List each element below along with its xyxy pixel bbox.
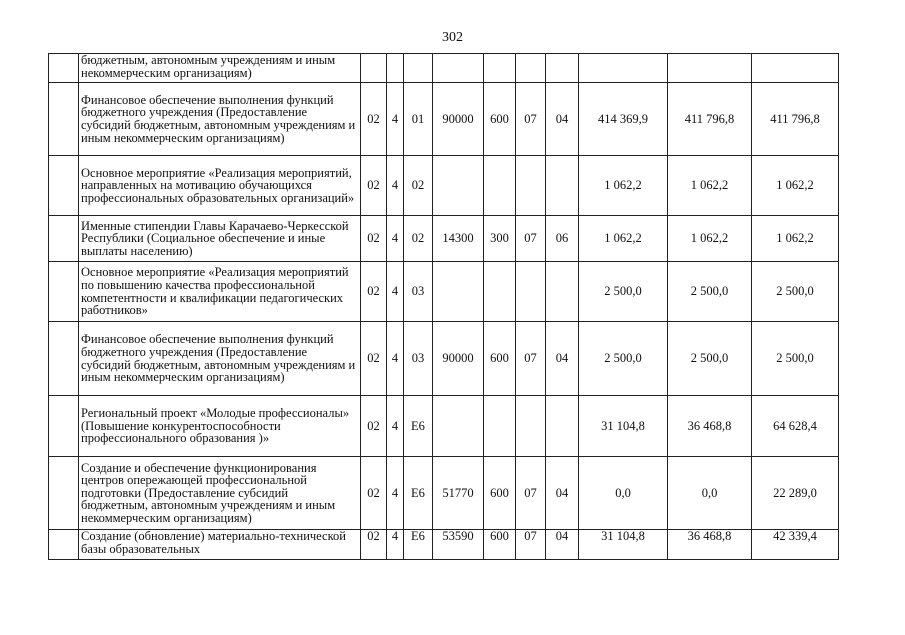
code-subdivision bbox=[546, 262, 579, 322]
code-subdivision bbox=[546, 54, 579, 83]
amount-year-2: 2 500,0 bbox=[668, 322, 752, 396]
code-expense-type bbox=[484, 262, 516, 322]
row-description: Именные стипендии Главы Карачаево-Черкесской Республики (Социальное обеспечение и иные выплаты населению) bbox=[79, 216, 361, 262]
code-division: 07 bbox=[516, 457, 546, 530]
code-division: 07 bbox=[516, 322, 546, 396]
row-description: Финансовое обеспечение выполнения функций бюджетного учреждения (Предоставление субсидий бюджетным, автономным учреждениям и иным некоммерческим организациям) bbox=[79, 322, 361, 396]
row-description: Создание (обновление) материально-технической базы образовательных bbox=[79, 530, 361, 560]
code-program: 4 bbox=[387, 396, 404, 457]
code-expense-type bbox=[484, 156, 516, 216]
code-direction: 14300 bbox=[433, 216, 484, 262]
amount-year-2 bbox=[668, 54, 752, 83]
amount-year-1 bbox=[579, 54, 668, 83]
amount-year-1: 31 104,8 bbox=[579, 530, 668, 560]
code-expense-type: 600 bbox=[484, 322, 516, 396]
code-subprogram: 02 bbox=[404, 156, 433, 216]
row-description: Региональный проект «Молодые профессионалы» (Повышение конкурентоспособности профессионального образования )» bbox=[79, 396, 361, 457]
amount-year-1: 2 500,0 bbox=[579, 262, 668, 322]
amount-year-2: 1 062,2 bbox=[668, 216, 752, 262]
code-direction bbox=[433, 262, 484, 322]
table-row bbox=[49, 396, 839, 457]
code-division bbox=[516, 156, 546, 216]
code-subprogram: Е6 bbox=[404, 457, 433, 530]
amount-year-2: 2 500,0 bbox=[668, 262, 752, 322]
code-subprogram: 01 bbox=[404, 83, 433, 156]
code-program: 4 bbox=[387, 530, 404, 560]
code-direction: 51770 bbox=[433, 457, 484, 530]
code-program: 4 bbox=[387, 216, 404, 262]
row-blank-cell bbox=[49, 156, 79, 216]
amount-year-1: 31 104,8 bbox=[579, 396, 668, 457]
code-division bbox=[516, 396, 546, 457]
amount-year-2: 1 062,2 bbox=[668, 156, 752, 216]
code-direction bbox=[433, 54, 484, 83]
row-blank-cell bbox=[49, 396, 79, 457]
code-section: 02 bbox=[361, 457, 387, 530]
table-row bbox=[49, 83, 839, 156]
code-program: 4 bbox=[387, 322, 404, 396]
code-section: 02 bbox=[361, 216, 387, 262]
row-description: Создание и обеспечение функционирования центров опережающей профессиональной подготовки (Предоставление субсидий бюджетным, автономным учреждениям и иным некоммерческим организациям) bbox=[79, 457, 361, 530]
code-division: 07 bbox=[516, 216, 546, 262]
amount-year-1: 0,0 bbox=[579, 457, 668, 530]
row-description: Основное мероприятие «Реализация мероприятий по повышению качества профессиональной компетентности и квалификации педагогических работников» bbox=[79, 262, 361, 322]
amount-year-3: 1 062,2 bbox=[752, 156, 839, 216]
code-expense-type: 600 bbox=[484, 530, 516, 560]
row-blank-cell bbox=[49, 216, 79, 262]
code-direction: 90000 bbox=[433, 83, 484, 156]
code-section: 02 bbox=[361, 156, 387, 216]
amount-year-3: 64 628,4 bbox=[752, 396, 839, 457]
code-program: 4 bbox=[387, 156, 404, 216]
row-blank-cell bbox=[49, 322, 79, 396]
code-program: 4 bbox=[387, 83, 404, 156]
code-expense-type: 600 bbox=[484, 457, 516, 530]
code-direction: 53590 bbox=[433, 530, 484, 560]
code-section: 02 bbox=[361, 396, 387, 457]
code-program bbox=[387, 54, 404, 83]
code-subprogram: Е6 bbox=[404, 530, 433, 560]
row-blank-cell bbox=[49, 530, 79, 560]
code-expense-type bbox=[484, 396, 516, 457]
row-blank-cell bbox=[49, 83, 79, 156]
code-subdivision: 04 bbox=[546, 457, 579, 530]
code-subprogram: Е6 bbox=[404, 396, 433, 457]
code-subprogram: 03 bbox=[404, 262, 433, 322]
row-blank-cell bbox=[49, 262, 79, 322]
code-subprogram bbox=[404, 54, 433, 83]
code-division bbox=[516, 54, 546, 83]
code-section: 02 bbox=[361, 262, 387, 322]
row-description: Основное мероприятие «Реализация мероприятий, направленных на мотивацию обучающихся профессиональных образовательных организаций» bbox=[79, 156, 361, 216]
amount-year-2: 411 796,8 bbox=[668, 83, 752, 156]
budget-table bbox=[48, 53, 839, 560]
table-row bbox=[49, 216, 839, 262]
table-row bbox=[49, 54, 839, 83]
code-section bbox=[361, 54, 387, 83]
code-subdivision: 04 bbox=[546, 322, 579, 396]
code-expense-type bbox=[484, 54, 516, 83]
code-expense-type: 600 bbox=[484, 83, 516, 156]
amount-year-2: 0,0 bbox=[668, 457, 752, 530]
table-row bbox=[49, 156, 839, 216]
code-subdivision bbox=[546, 396, 579, 457]
code-subdivision: 04 bbox=[546, 530, 579, 560]
amount-year-2: 36 468,8 bbox=[668, 530, 752, 560]
amount-year-3: 411 796,8 bbox=[752, 83, 839, 156]
amount-year-3 bbox=[752, 54, 839, 83]
code-subprogram: 02 bbox=[404, 216, 433, 262]
table-row bbox=[49, 322, 839, 396]
code-division bbox=[516, 262, 546, 322]
code-expense-type: 300 bbox=[484, 216, 516, 262]
code-direction bbox=[433, 156, 484, 216]
amount-year-3: 2 500,0 bbox=[752, 322, 839, 396]
row-description: бюджетным, автономным учреждениям и иным некоммерческим организациям) bbox=[79, 54, 361, 83]
code-section: 02 bbox=[361, 83, 387, 156]
code-subdivision bbox=[546, 156, 579, 216]
amount-year-2: 36 468,8 bbox=[668, 396, 752, 457]
table-row bbox=[49, 457, 839, 530]
code-direction bbox=[433, 396, 484, 457]
table-row bbox=[49, 530, 839, 560]
code-section: 02 bbox=[361, 530, 387, 560]
code-program: 4 bbox=[387, 262, 404, 322]
amount-year-3: 1 062,2 bbox=[752, 216, 839, 262]
amount-year-1: 2 500,0 bbox=[579, 322, 668, 396]
code-division: 07 bbox=[516, 530, 546, 560]
code-division: 07 bbox=[516, 83, 546, 156]
row-blank-cell bbox=[49, 54, 79, 83]
code-subdivision: 06 bbox=[546, 216, 579, 262]
code-section: 02 bbox=[361, 322, 387, 396]
code-subdivision: 04 bbox=[546, 83, 579, 156]
row-description: Финансовое обеспечение выполнения функций бюджетного учреждения (Предоставление субсидий бюджетным, автономным учреждениям и иным некоммерческим организациям) bbox=[79, 83, 361, 156]
code-direction: 90000 bbox=[433, 322, 484, 396]
amount-year-3: 42 339,4 bbox=[752, 530, 839, 560]
table-row bbox=[49, 262, 839, 322]
amount-year-1: 414 369,9 bbox=[579, 83, 668, 156]
amount-year-3: 2 500,0 bbox=[752, 262, 839, 322]
amount-year-1: 1 062,2 bbox=[579, 216, 668, 262]
amount-year-3: 22 289,0 bbox=[752, 457, 839, 530]
amount-year-1: 1 062,2 bbox=[579, 156, 668, 216]
code-subprogram: 03 bbox=[404, 322, 433, 396]
row-blank-cell bbox=[49, 457, 79, 530]
page-number: 302 bbox=[442, 30, 463, 45]
code-program: 4 bbox=[387, 457, 404, 530]
